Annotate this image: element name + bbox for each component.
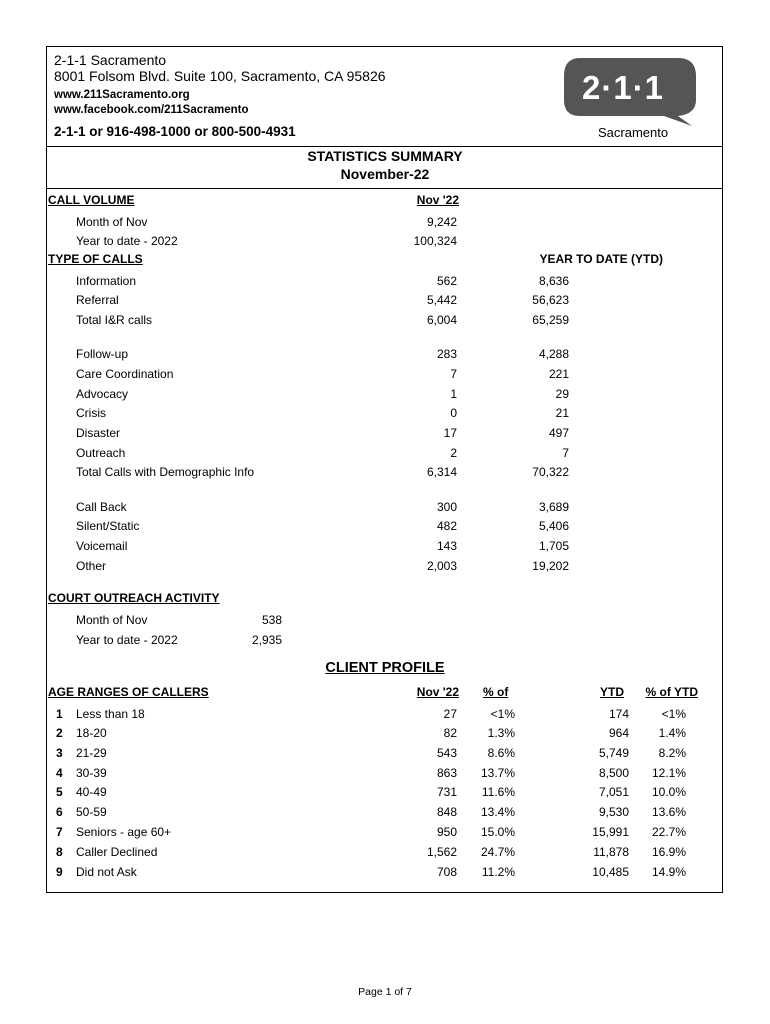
ytd-column-header: YEAR TO DATE (YTD)	[539, 252, 663, 266]
age-row-label: 30-39	[76, 766, 107, 780]
call-type-ytd: 4,288	[538, 347, 569, 361]
call-type-label: Total Calls with Demographic Info	[76, 465, 255, 479]
court-ytd-value: 2,935	[251, 633, 282, 647]
age-row-pct-ytd: <1%	[661, 707, 686, 721]
call-type-ytd: 497	[548, 426, 569, 440]
pct-header: % of	[483, 685, 509, 699]
logo-number: 2·1·1	[582, 69, 665, 106]
age-row-pct: 24.7%	[480, 845, 515, 859]
call-volume-month-label: Month of Nov	[76, 215, 148, 229]
call-type-nov: 17	[443, 426, 457, 440]
call-volume-month-value: 9,242	[426, 215, 457, 229]
age-row-nov: 543	[436, 746, 457, 760]
call-type-ytd: 56,623	[532, 293, 569, 307]
call-type-ytd: 70,322	[532, 465, 569, 479]
call-type-label: Information	[76, 274, 137, 288]
call-type-label: Crisis	[76, 406, 106, 420]
call-type-ytd: 3,689	[538, 500, 569, 514]
age-row-ytd: 5,749	[598, 746, 629, 760]
age-row-label: Less than 18	[76, 707, 145, 721]
org-phones: 2-1-1 or 916-498-1000 or 800-500-4931	[54, 124, 296, 139]
call-type-ytd: 221	[548, 367, 569, 381]
age-row-index: 2	[56, 726, 63, 740]
age-row-nov: 731	[436, 785, 457, 799]
call-type-label: Care Coordination	[76, 367, 174, 381]
age-row-pct: 13.7%	[480, 766, 515, 780]
age-row-index: 9	[56, 865, 63, 879]
age-row-label: Caller Declined	[76, 845, 158, 859]
call-type-ytd: 5,406	[538, 519, 569, 533]
call-type-ytd: 21	[555, 406, 569, 420]
pct-ytd-header: % of YTD	[645, 685, 698, 699]
court-outreach-heading: COURT OUTREACH ACTIVITY	[48, 591, 220, 605]
age-row-index: 7	[56, 825, 63, 839]
age-row-pct-ytd: 8.2%	[658, 746, 686, 760]
age-row-pct: 15.0%	[480, 825, 515, 839]
call-type-label: Total I&R calls	[76, 313, 153, 327]
age-row-label: 21-29	[76, 746, 107, 760]
logo-city: Sacramento	[598, 125, 669, 140]
age-row-ytd: 8,500	[598, 766, 629, 780]
call-type-nov: 562	[436, 274, 457, 288]
age-ranges-heading: AGE RANGES OF CALLERS	[48, 685, 209, 699]
age-row-ytd: 9,530	[598, 805, 629, 819]
call-type-label: Advocacy	[76, 387, 129, 401]
call-type-nov: 0	[450, 406, 457, 420]
age-row-ytd: 15,991	[592, 825, 629, 839]
call-volume-ytd-value: 100,324	[413, 234, 457, 248]
age-row-pct: 8.6%	[487, 746, 515, 760]
age-row-ytd: 7,051	[598, 785, 629, 799]
age-row-index: 1	[56, 707, 63, 721]
age-row-pct-ytd: 12.1%	[651, 766, 686, 780]
age-row-ytd: 964	[608, 726, 629, 740]
call-type-label: Silent/Static	[76, 519, 140, 533]
age-row-ytd: 10,485	[592, 865, 629, 879]
call-type-nov: 6,004	[426, 313, 457, 327]
call-type-ytd: 8,636	[538, 274, 569, 288]
call-type-nov: 283	[436, 347, 457, 361]
age-row-pct-ytd: 14.9%	[651, 865, 686, 879]
client-profile-heading: CLIENT PROFILE	[325, 660, 445, 676]
call-type-label: Call Back	[76, 500, 127, 514]
call-type-nov: 300	[436, 500, 457, 514]
report-period: November-22	[340, 166, 430, 182]
call-type-ytd: 1,705	[538, 539, 569, 553]
age-row-pct-ytd: 10.0%	[651, 785, 686, 799]
age-row-nov: 848	[436, 805, 457, 819]
org-name: 2-1-1 Sacramento	[54, 52, 167, 68]
age-row-index: 4	[56, 766, 63, 780]
page-number: Page 1 of 7	[358, 986, 412, 998]
age-row-pct-ytd: 22.7%	[651, 825, 686, 839]
age-row-index: 5	[56, 785, 63, 799]
call-type-nov: 7	[450, 367, 457, 381]
org-address: 8001 Folsom Blvd. Suite 100, Sacramento, CA 95826	[54, 68, 386, 84]
age-row-nov: 708	[436, 865, 457, 879]
call-volume-ytd-label: Year to date - 2022	[76, 234, 178, 248]
age-row-label: Seniors - age 60+	[76, 825, 172, 839]
call-type-label: Outreach	[76, 446, 126, 460]
call-type-ytd: 29	[555, 387, 569, 401]
call-type-label: Other	[76, 559, 107, 573]
report-title: STATISTICS SUMMARY	[307, 148, 463, 164]
age-row-ytd: 174	[608, 707, 629, 721]
court-ytd-label: Year to date - 2022	[76, 633, 178, 647]
age-row-nov: 82	[443, 726, 457, 740]
age-row-ytd: 11,878	[593, 845, 629, 859]
ytd-header: YTD	[600, 685, 624, 699]
call-type-nov: 6,314	[426, 465, 457, 479]
call-type-label: Follow-up	[76, 347, 129, 361]
age-row-index: 3	[56, 746, 63, 760]
call-type-label: Disaster	[76, 426, 121, 440]
org-facebook: www.facebook.com/211Sacramento	[54, 104, 249, 116]
org-website: www.211Sacramento.org	[54, 89, 190, 101]
age-row-label: Did not Ask	[76, 865, 137, 879]
age-row-index: 8	[56, 845, 63, 859]
court-month-label: Month of Nov	[76, 613, 148, 627]
age-row-nov: 27	[443, 707, 457, 721]
age-row-nov: 863	[436, 766, 457, 780]
call-volume-heading: CALL VOLUME	[48, 193, 135, 207]
title-divider	[47, 188, 722, 189]
type-of-calls-heading: TYPE OF CALLS	[48, 252, 143, 266]
call-type-nov: 2	[450, 446, 457, 460]
age-row-pct: 11.2%	[481, 865, 515, 879]
header-divider	[47, 146, 722, 147]
nov-column-header: Nov '22	[416, 193, 459, 207]
call-type-nov: 143	[436, 539, 457, 553]
call-type-nov: 482	[436, 519, 457, 533]
age-row-label: 50-59	[76, 805, 107, 819]
call-type-nov: 2,003	[426, 559, 457, 573]
age-row-pct: 13.4%	[480, 805, 515, 819]
call-type-nov: 1	[450, 387, 457, 401]
age-row-pct-ytd: 16.9%	[651, 845, 686, 859]
call-type-ytd: 7	[562, 446, 569, 460]
age-row-nov: 950	[436, 825, 457, 839]
age-row-label: 18-20	[76, 726, 107, 740]
call-type-label: Voicemail	[76, 539, 128, 553]
age-row-nov: 1,562	[426, 845, 457, 859]
age-row-pct-ytd: 13.6%	[651, 805, 686, 819]
logo-211-sacramento	[560, 56, 705, 142]
call-type-ytd: 19,202	[532, 559, 569, 573]
call-type-ytd: 65,259	[532, 313, 569, 327]
age-row-index: 6	[56, 805, 63, 819]
age-row-label: 40-49	[76, 785, 107, 799]
age-row-pct: 11.6%	[481, 785, 515, 799]
nov-header: Nov '22	[416, 685, 459, 699]
call-type-nov: 5,442	[426, 293, 457, 307]
call-type-label: Referral	[76, 293, 119, 307]
court-month-value: 538	[261, 613, 282, 627]
age-row-pct: <1%	[490, 707, 515, 721]
age-row-pct-ytd: 1.4%	[658, 726, 686, 740]
age-row-pct: 1.3%	[487, 726, 515, 740]
